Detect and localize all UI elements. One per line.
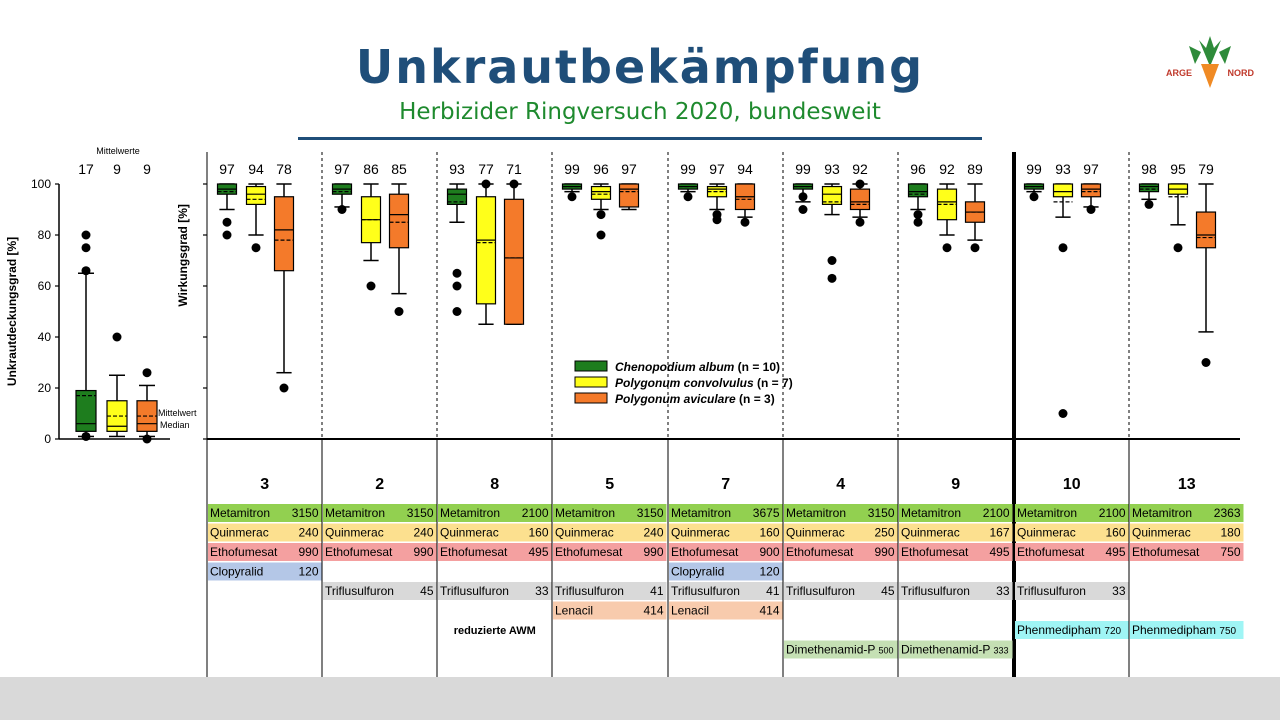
- left-box-1: [107, 333, 127, 437]
- herbicide-dose: 900: [759, 545, 780, 559]
- legend-swatch: [575, 361, 607, 371]
- median-annotation: Median: [160, 420, 190, 430]
- legend-swatch: [575, 377, 607, 387]
- mean-value-label: 93: [449, 161, 465, 177]
- legend-label: [615, 360, 780, 374]
- y-tick-label: 100: [30, 177, 51, 191]
- mean-value-label: 99: [795, 161, 811, 177]
- group-7-box-0: [679, 184, 698, 201]
- group-2-box-2: [390, 184, 409, 316]
- box-iqr: [1140, 184, 1159, 192]
- outlier-point: [223, 218, 232, 227]
- herbicide-name: Phenmedipham 750: [1132, 623, 1237, 637]
- herbicide-name: Triflusulfuron: [1017, 584, 1086, 598]
- variant-number: 9: [951, 476, 961, 493]
- herbicide-dose: 990: [298, 545, 319, 559]
- herbicide-name: Triflusulfuron: [555, 584, 624, 598]
- group-5-box-2: [620, 184, 639, 210]
- herbicide-name: Quinmerac: [1132, 525, 1191, 540]
- herbicide-name: Metamitron: [786, 506, 847, 520]
- mean-value-label: 17: [78, 161, 94, 177]
- group-13-box-0: [1140, 184, 1159, 209]
- box-iqr: [909, 184, 928, 197]
- group-10-box-2: [1082, 184, 1101, 214]
- outlier-point: [82, 432, 91, 441]
- herbicide-dose: 41: [766, 584, 780, 598]
- herbicide-dose: 240: [413, 525, 434, 540]
- group-3-box-0: [218, 184, 237, 240]
- left-y-axis-label: Unkrautdeckungsgrad [%]: [5, 236, 19, 387]
- outlier-point: [914, 218, 923, 227]
- outlier-point: [828, 256, 837, 265]
- outlier-point: [943, 243, 952, 252]
- mean-value-label: 97: [334, 161, 350, 177]
- mean-value-label: 93: [1055, 161, 1071, 177]
- legend-species: Polygonum convolvulus: [615, 376, 758, 390]
- mean-value-label: 98: [1141, 161, 1157, 177]
- outlier-point: [597, 231, 606, 240]
- y-tick-label: 40: [37, 330, 51, 344]
- herbicide-dose: 333: [993, 645, 1009, 656]
- mean-value-label: 77: [478, 161, 494, 177]
- herbicide-dose: 495: [528, 545, 549, 559]
- mean-value-label: 96: [910, 161, 926, 177]
- mean-value-label: 94: [737, 161, 753, 177]
- herbicide-dose: 414: [643, 603, 664, 618]
- herbicide-name: Quinmerac: [555, 525, 614, 540]
- box-iqr: [620, 184, 639, 207]
- herbicide-name: Ethofumesat: [440, 545, 508, 559]
- outlier-point: [280, 384, 289, 393]
- herbicide-name: Dimethenamid-P 333: [901, 642, 1009, 657]
- herbicide-name: Dimethenamid-P 500: [786, 642, 894, 657]
- outlier-point: [568, 192, 577, 201]
- herbicide-name: Ethofumesat: [1132, 545, 1200, 559]
- herbicide-name: Ethofumesat: [671, 545, 739, 559]
- mean-value-label: 9: [143, 161, 151, 177]
- herbicide-dose: 495: [989, 545, 1010, 559]
- herbicide-dose: 167: [989, 525, 1010, 540]
- means-header: Mittelwerte: [96, 146, 140, 156]
- mean-value-label: 97: [219, 161, 235, 177]
- herbicide-dose: 160: [1105, 525, 1126, 540]
- herbicide-dose: 720: [1104, 626, 1122, 637]
- herbicide-dose: 33: [535, 584, 549, 598]
- variant-number: 8: [490, 476, 500, 493]
- herbicide-name: Metamitron: [210, 506, 271, 520]
- mean-value-label: 92: [939, 161, 955, 177]
- legend: [575, 360, 793, 406]
- outlier-point: [143, 368, 152, 377]
- herbicide-dose: 2100: [521, 506, 549, 520]
- outlier-point: [453, 269, 462, 278]
- box-iqr: [592, 187, 611, 200]
- group-4-box-0: [794, 184, 813, 214]
- mean-value-label: 97: [709, 161, 725, 177]
- herbicide-name: Ethofumesat: [325, 545, 393, 559]
- outlier-point: [82, 231, 91, 240]
- mean-value-label: 71: [506, 161, 522, 177]
- y-tick-label: 0: [44, 432, 51, 446]
- outlier-point: [338, 205, 347, 214]
- herbicide-dose: 2100: [982, 506, 1010, 520]
- herbicide-name: Ethofumesat: [555, 545, 623, 559]
- mean-value-label: 92: [852, 161, 868, 177]
- outlier-point: [684, 192, 693, 201]
- herbicide-dose: 41: [650, 584, 664, 598]
- herbicide-name: Ethofumesat: [1017, 545, 1085, 559]
- page-title: Unkrautbekämpfung: [355, 40, 925, 94]
- group-3-box-2: [275, 184, 294, 393]
- herbicide-name: Metamitron: [325, 506, 386, 520]
- mean-annotation: Mittelwert: [158, 408, 197, 418]
- variant-number: 13: [1177, 476, 1196, 493]
- box-iqr: [477, 197, 496, 304]
- herbicide-dose: 2100: [1098, 506, 1126, 520]
- outlier-point: [971, 243, 980, 252]
- outlier-point: [143, 435, 152, 444]
- herbicide-name: Quinmerac: [1017, 525, 1076, 540]
- table-note: reduzierte AWM: [453, 625, 536, 637]
- legend-label: [615, 392, 775, 406]
- herbicide-dose: 160: [759, 525, 780, 540]
- box-iqr: [1197, 212, 1216, 248]
- variant-number: 2: [375, 476, 385, 493]
- outlier-point: [367, 282, 376, 291]
- herbicide-dose: 250: [874, 525, 895, 540]
- outlier-point: [1145, 200, 1154, 209]
- group-8-box-1: [477, 180, 496, 325]
- box-iqr: [1082, 184, 1101, 197]
- group-4-box-1: [823, 184, 842, 283]
- mean-value-label: 97: [621, 161, 637, 177]
- group-8-box-2: [505, 180, 524, 325]
- outlier-point: [252, 243, 261, 252]
- herbicide-name: Quinmerac: [440, 525, 499, 540]
- herbicide-name: Triflusulfuron: [325, 584, 394, 598]
- herbicide-name: Metamitron: [440, 506, 501, 520]
- herbicide-name: Quinmerac: [671, 525, 730, 540]
- herbicide-dose: 3150: [406, 506, 434, 520]
- outlier-point: [799, 205, 808, 214]
- herbicide-name: Metamitron: [1017, 506, 1078, 520]
- box-iqr: [275, 197, 294, 271]
- outlier-point: [1030, 192, 1039, 201]
- herbicide-name: Ethofumesat: [901, 545, 969, 559]
- outlier-point: [856, 180, 865, 189]
- outlier-point: [113, 333, 122, 342]
- mean-value-label: 95: [1170, 161, 1186, 177]
- logo-left-word: ARGE: [1166, 68, 1193, 78]
- outlier-point: [1174, 243, 1183, 252]
- outlier-point: [597, 210, 606, 219]
- herbicide-dose: 120: [759, 564, 780, 579]
- mean-value-label: 85: [391, 161, 407, 177]
- group-7-box-1: [708, 184, 727, 224]
- herbicide-name: Clopyralid: [671, 564, 725, 579]
- outlier-point: [482, 180, 491, 189]
- herbicide-dose: 3675: [752, 506, 780, 520]
- box-iqr: [76, 391, 96, 432]
- outlier-point: [741, 218, 750, 227]
- variant-number: 4: [836, 476, 846, 493]
- herbicide-dose: 180: [1220, 525, 1241, 540]
- outlier-point: [1202, 358, 1211, 367]
- mean-value-label: 99: [1026, 161, 1042, 177]
- mean-value-label: 89: [967, 161, 983, 177]
- y-tick-label: 80: [37, 228, 51, 242]
- herbicide-dose: 160: [528, 525, 549, 540]
- outlier-point: [713, 215, 722, 224]
- variant-number: 10: [1062, 476, 1081, 493]
- group-8-box-0: [448, 184, 467, 316]
- herbicide-dose: 414: [759, 603, 780, 618]
- herbicide-dose: 240: [643, 525, 664, 540]
- mean-value-label: 96: [593, 161, 609, 177]
- outlier-point: [1059, 409, 1068, 418]
- herbicide-name: Quinmerac: [325, 525, 384, 540]
- group-9-box-2: [966, 184, 985, 252]
- herbicide-name: Ethofumesat: [786, 545, 854, 559]
- group-5-box-0: [563, 184, 582, 201]
- outlier-point: [82, 243, 91, 252]
- herbicide-dose: 45: [420, 584, 434, 598]
- group-9-box-1: [938, 184, 957, 252]
- box-iqr: [505, 199, 524, 324]
- herbicide-dose: 120: [298, 564, 319, 579]
- legend-species: Chenopodium album: [615, 360, 738, 374]
- legend-swatch: [575, 393, 607, 403]
- herbicide-name: Metamitron: [671, 506, 732, 520]
- outlier-point: [1087, 205, 1096, 214]
- herbicide-name: Quinmerac: [786, 525, 845, 540]
- variant-number: 7: [721, 476, 731, 493]
- herbicide-name: Metamitron: [901, 506, 962, 520]
- herbicide-name: Triflusulfuron: [440, 584, 509, 598]
- outlier-point: [799, 192, 808, 201]
- herbicide-dose: 495: [1105, 545, 1126, 559]
- outlier-point: [856, 218, 865, 227]
- herbicide-name: Metamitron: [555, 506, 616, 520]
- herbicide-name: Triflusulfuron: [671, 584, 740, 598]
- mean-value-label: 78: [276, 161, 292, 177]
- herbicide-name: Phenmedipham 720: [1017, 623, 1122, 637]
- herbicide-dose: 3150: [867, 506, 895, 520]
- mean-value-label: 99: [564, 161, 580, 177]
- herbicide-name: Metamitron: [1132, 506, 1193, 520]
- group-2-box-0: [333, 184, 352, 214]
- outlier-point: [395, 307, 404, 316]
- legend-n: (n = 3): [739, 392, 775, 406]
- box-iqr: [851, 189, 870, 209]
- mean-value-label: 94: [248, 161, 264, 177]
- outlier-point: [223, 231, 232, 240]
- group-3-box-1: [247, 184, 266, 252]
- herbicide-dose: 33: [1112, 584, 1126, 598]
- mean-value-label: 79: [1198, 161, 1214, 177]
- group-10-box-1: [1054, 184, 1073, 418]
- y-tick-label: 60: [37, 279, 51, 293]
- herbicide-dose: 2363: [1213, 506, 1241, 520]
- outlier-point: [453, 307, 462, 316]
- herbicide-dose: 3150: [636, 506, 664, 520]
- herbicide-name: Quinmerac: [901, 525, 960, 540]
- page-subtitle: Herbizider Ringversuch 2020, bundesweit: [399, 99, 881, 125]
- left-box-0: [76, 231, 96, 441]
- outlier-point: [82, 266, 91, 275]
- herbicide-dose: 33: [996, 584, 1010, 598]
- group-13-box-1: [1169, 184, 1188, 252]
- mean-value-label: 86: [363, 161, 379, 177]
- box-iqr: [247, 187, 266, 205]
- herbicide-name: Triflusulfuron: [901, 584, 970, 598]
- box-iqr: [390, 194, 409, 248]
- herbicide-dose: 990: [643, 545, 664, 559]
- variant-number: 5: [605, 476, 615, 493]
- herbicide-dose: 750: [1220, 545, 1241, 559]
- group-4-box-2: [851, 180, 870, 227]
- herbicide-name: Triflusulfuron: [786, 584, 855, 598]
- herbicide-dose: 3150: [291, 506, 319, 520]
- herbicide-dose: 990: [874, 545, 895, 559]
- group-13-box-2: [1197, 184, 1216, 367]
- herbicide-dose: 240: [298, 525, 319, 540]
- outlier-point: [828, 274, 837, 283]
- legend-n: (n = 7): [757, 376, 793, 390]
- legend-label: [615, 376, 793, 390]
- left-box-2: [137, 368, 157, 443]
- group-10-box-0: [1025, 184, 1044, 201]
- legend-species: Polygonum aviculare: [615, 392, 740, 406]
- outlier-point: [510, 180, 519, 189]
- group-9-box-0: [909, 184, 928, 227]
- herbicide-name: Clopyralid: [210, 564, 264, 579]
- group-2-box-1: [362, 184, 381, 291]
- herbicide-dose: 990: [413, 545, 434, 559]
- mean-value-label: 99: [680, 161, 696, 177]
- herbicide-dose: 750: [1219, 626, 1237, 637]
- herbicide-name: Ethofumesat: [210, 545, 278, 559]
- footer-band: [0, 677, 1280, 720]
- group-7-box-2: [736, 184, 755, 227]
- y-tick-label: 20: [37, 381, 51, 395]
- variant-number: 3: [260, 476, 270, 493]
- legend-n: (n = 10): [737, 360, 781, 374]
- mean-value-label: 93: [824, 161, 840, 177]
- box-iqr: [1054, 184, 1073, 197]
- logo-right-word: NORD: [1227, 68, 1254, 78]
- herbicide-dose: 45: [881, 584, 895, 598]
- herbicide-dose: 500: [878, 645, 894, 656]
- mean-value-label: 9: [113, 161, 121, 177]
- herbicide-name: Quinmerac: [210, 525, 269, 540]
- right-y-axis-label: Wirkungsgrad [%]: [176, 204, 190, 307]
- outlier-point: [453, 282, 462, 291]
- outlier-point: [1059, 243, 1068, 252]
- herbicide-name: Lenacil: [671, 603, 710, 618]
- group-5-box-1: [592, 184, 611, 240]
- herbicide-name: Lenacil: [555, 603, 594, 618]
- mean-value-label: 97: [1083, 161, 1099, 177]
